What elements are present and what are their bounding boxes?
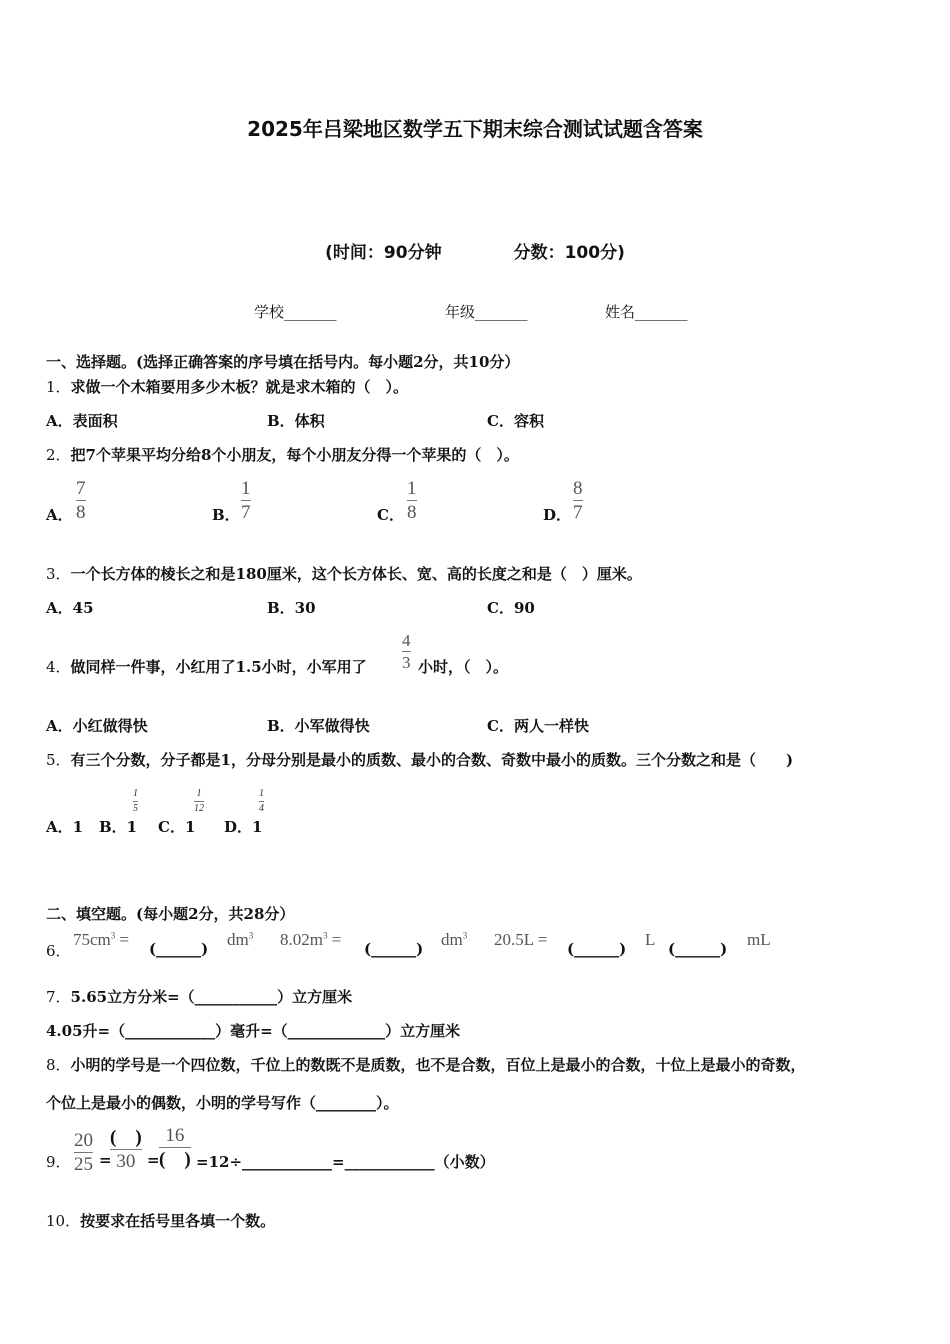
question-number: 8． <box>46 1056 71 1074</box>
page-title: 2025年吕梁地区数学五下期末综合测试试题含答案 <box>247 117 703 141</box>
question-10 <box>46 1210 275 1231</box>
q3-option-a[interactable]: A．45 <box>46 599 94 617</box>
q5-option-d-fraction: 1 4 <box>259 788 264 814</box>
q6-blank-1[interactable]: (______) <box>149 940 209 958</box>
question-text: 把7个苹果平均分给8个小朋友，每个小朋友分得一个苹果的（ ）。 <box>70 446 519 464</box>
question-6-number: 6． <box>46 942 71 960</box>
q9-fraction-2[interactable]: ( ) 30 <box>110 1127 142 1172</box>
q3-option-b[interactable]: B．30 <box>267 599 316 617</box>
q5-option-a[interactable]: A．1 <box>46 818 84 836</box>
q5-option-c[interactable]: C．1 <box>158 818 196 836</box>
q2-option-b-label[interactable]: B． <box>212 506 240 524</box>
question-4 <box>46 656 367 677</box>
section1-header: 一、选择题。(选择正确答案的序号填在括号内。每小题2分，共10分） <box>46 353 520 371</box>
q2-option-d-fraction: 8 7 <box>573 478 583 523</box>
q1-option-a[interactable]: A．表面积 <box>46 412 118 430</box>
q6-unit-dm-2: $dm^3$ <box>441 930 468 949</box>
question-number: 2． <box>46 446 71 464</box>
q6-unit-ml: mL <box>747 930 771 949</box>
q9-fraction-3[interactable]: 16 ( ) <box>159 1125 191 1170</box>
exam-time: (时间：90分钟 <box>325 243 442 263</box>
question-text: 小明的学号是一个四位数，千位上的数既不是质数，也不是合数，百位上是最小的合数，十位上是最小的奇数， <box>70 1056 806 1074</box>
q6-value-c: 20.5L = <box>494 930 548 949</box>
q1-option-b[interactable]: B．体积 <box>267 412 325 430</box>
question-text: 5.65立方分米=（___________）立方厘米 <box>70 988 353 1006</box>
question-text-before: 做同样一件事，小红用了1.5小时，小军用了 <box>70 658 367 676</box>
q4-option-c[interactable]: C．两人一样快 <box>487 717 589 735</box>
q6-blank-4[interactable]: (______) <box>668 940 728 958</box>
question-number: 1． <box>46 378 71 396</box>
q6-value-b: $8.02m^3$ = <box>280 930 342 949</box>
q4-fraction: 4 3 <box>402 631 411 672</box>
question-number: 3． <box>46 565 71 583</box>
question-7 <box>46 986 352 1007</box>
question-text-after: 小时，（ ）。 <box>418 658 509 676</box>
question-text: 按要求在括号里各填一个数。 <box>80 1212 276 1230</box>
question-number: 5． <box>46 751 71 769</box>
q6-unit-dm-1: $dm^3$ <box>227 930 254 949</box>
question-9-number: 9． <box>46 1153 71 1171</box>
q5-option-d[interactable]: D．1 <box>224 818 263 836</box>
q9-equals-2: = <box>147 1151 160 1169</box>
q9-equals-1: = <box>99 1151 112 1169</box>
exam-info <box>0 238 950 263</box>
question-2 <box>46 444 519 465</box>
q2-option-a-fraction: 7 8 <box>76 478 86 523</box>
name-field[interactable]: 姓名_______ <box>605 303 688 321</box>
q4-option-b[interactable]: B．小军做得快 <box>267 717 370 735</box>
q5-option-c-fraction: 1 12 <box>194 788 204 814</box>
question-text: 一个长方体的棱长之和是180厘米，这个长方体长、宽、高的长度之和是（ ）厘米。 <box>70 565 642 583</box>
q9-fraction-1: 20 25 <box>74 1130 93 1175</box>
question-7-line2: 4.05升=（____________）毫升=（_____________）立方厘米 <box>46 1022 461 1040</box>
question-text: 求做一个木箱要用多少木板？就是求木箱的（ ）。 <box>70 378 409 396</box>
q6-value-a: $75cm^3$ = <box>73 930 130 949</box>
question-3 <box>46 563 642 584</box>
question-5 <box>46 749 793 770</box>
q2-option-d-label[interactable]: D． <box>543 506 572 524</box>
question-number: 4． <box>46 658 71 676</box>
question-number: 7． <box>46 988 71 1006</box>
q6-blank-2[interactable]: (______) <box>364 940 424 958</box>
exam-score: 分数：100分) <box>513 243 625 263</box>
section2-header: 二、填空题。(每小题2分，共28分） <box>46 905 295 923</box>
q1-option-c[interactable]: C．容积 <box>487 412 544 430</box>
q2-option-c-label[interactable]: C． <box>377 506 404 524</box>
q6-unit-l: L <box>645 930 656 949</box>
question-1 <box>46 376 408 397</box>
question-8 <box>46 1054 806 1075</box>
question-8-line2: 个位上是最小的偶数，小明的学号写作（________）。 <box>46 1094 399 1112</box>
q2-option-a-label[interactable]: A． <box>46 506 73 524</box>
q3-option-c[interactable]: C．90 <box>487 599 535 617</box>
question-text: 有三个分数，分子都是1，分母分别是最小的质数、最小的合数、奇数中最小的质数。三个分数之和是（ ) <box>70 751 794 769</box>
q5-option-b[interactable]: B．1 <box>99 818 138 836</box>
q6-blank-3[interactable]: (______) <box>567 940 627 958</box>
school-field[interactable]: 学校_______ <box>254 303 337 321</box>
question-number: 10． <box>46 1212 81 1230</box>
q2-option-b-fraction: 1 7 <box>241 478 251 523</box>
grade-field[interactable]: 年级_______ <box>445 303 528 321</box>
q2-option-c-fraction: 1 8 <box>407 478 417 523</box>
q5-option-b-fraction: 1 5 <box>133 788 138 814</box>
q9-tail[interactable]: =12÷____________=____________（小数） <box>196 1153 495 1171</box>
q4-option-a[interactable]: A．小红做得快 <box>46 717 148 735</box>
